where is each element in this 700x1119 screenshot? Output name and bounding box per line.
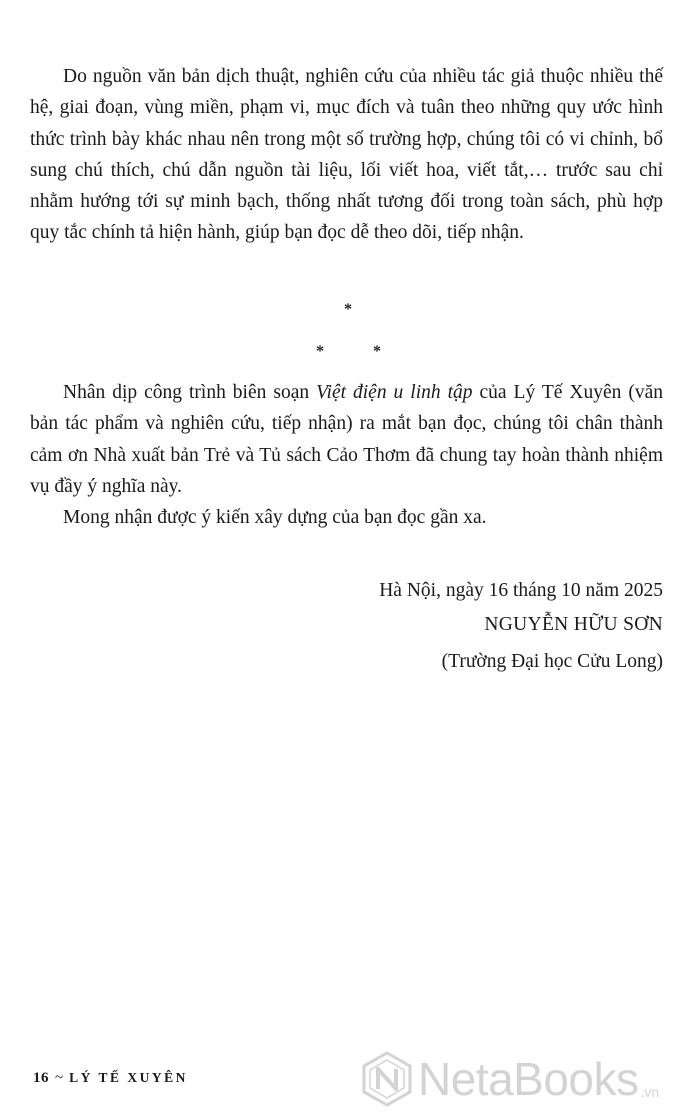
watermark-suffix: .vn	[640, 1084, 660, 1100]
section-divider-star: *	[344, 301, 352, 318]
book-title: Việt điện u linh tập	[316, 382, 473, 403]
signature-affiliation: (Trường Đại học Cửu Long)	[441, 651, 663, 672]
page-footer	[33, 1068, 188, 1088]
signature-author-name: NGUYỄN HỮU SƠN	[484, 614, 663, 635]
section-divider-star: *	[373, 343, 381, 360]
page-number: 16	[33, 1070, 49, 1086]
paragraph-editorial-note	[30, 61, 663, 249]
footer-separator: ~	[55, 1070, 64, 1086]
paragraph-text: Do nguồn văn bản dịch thuật, nghiên cứu của nhiều tác giả thuộc nhiều thế hệ, giai đoạn, vùng miền, phạm vi, mục đích và tuân theo những quy ước hình thức trình bày khác nhau nên trong một số trường hợp, chúng tôi có vi chỉnh, bổ sung chú thích, chú dẫn nguồn tài liệu, lối viết hoa, viết tắt,… trước sau chỉ nhằm hướng tới sự minh bạch, thống nhất tương đối trong toàn sách, phù hợp quy tắc chính tả hiện hành, giúp bạn đọc dễ theo dõi, tiếp nhận.	[30, 66, 663, 244]
paragraph-acknowledgement	[30, 377, 663, 533]
running-title: LÝ TẾ XUYÊN	[69, 1070, 188, 1085]
section-divider-star: *	[316, 343, 324, 360]
watermark-brand: NetaBooks	[418, 1053, 639, 1105]
signature-place-date: Hà Nội, ngày 16 tháng 10 năm 2025	[379, 580, 663, 601]
paragraph-text-lead: Nhân dịp công trình biên soạn	[63, 382, 317, 403]
netabooks-logo-icon	[362, 1051, 412, 1107]
paragraph-text	[30, 377, 663, 502]
paragraph-text-rest: của Lý Tế Xuyên (văn bản tác phẩm và nghiên cứu, tiếp nhận) ra mắt bạn đọc, chúng tôi chân thành cảm ơn Nhà xuất bản Trẻ và Tủ sách Cảo Thơm đã chung tay hoàn thành nhiệm vụ đầy ý nghĩa này.	[30, 382, 663, 497]
paragraph-closing: Mong nhận được ý kiến xây dựng của bạn đọc gần xa.	[63, 507, 487, 529]
watermark	[362, 1046, 659, 1112]
